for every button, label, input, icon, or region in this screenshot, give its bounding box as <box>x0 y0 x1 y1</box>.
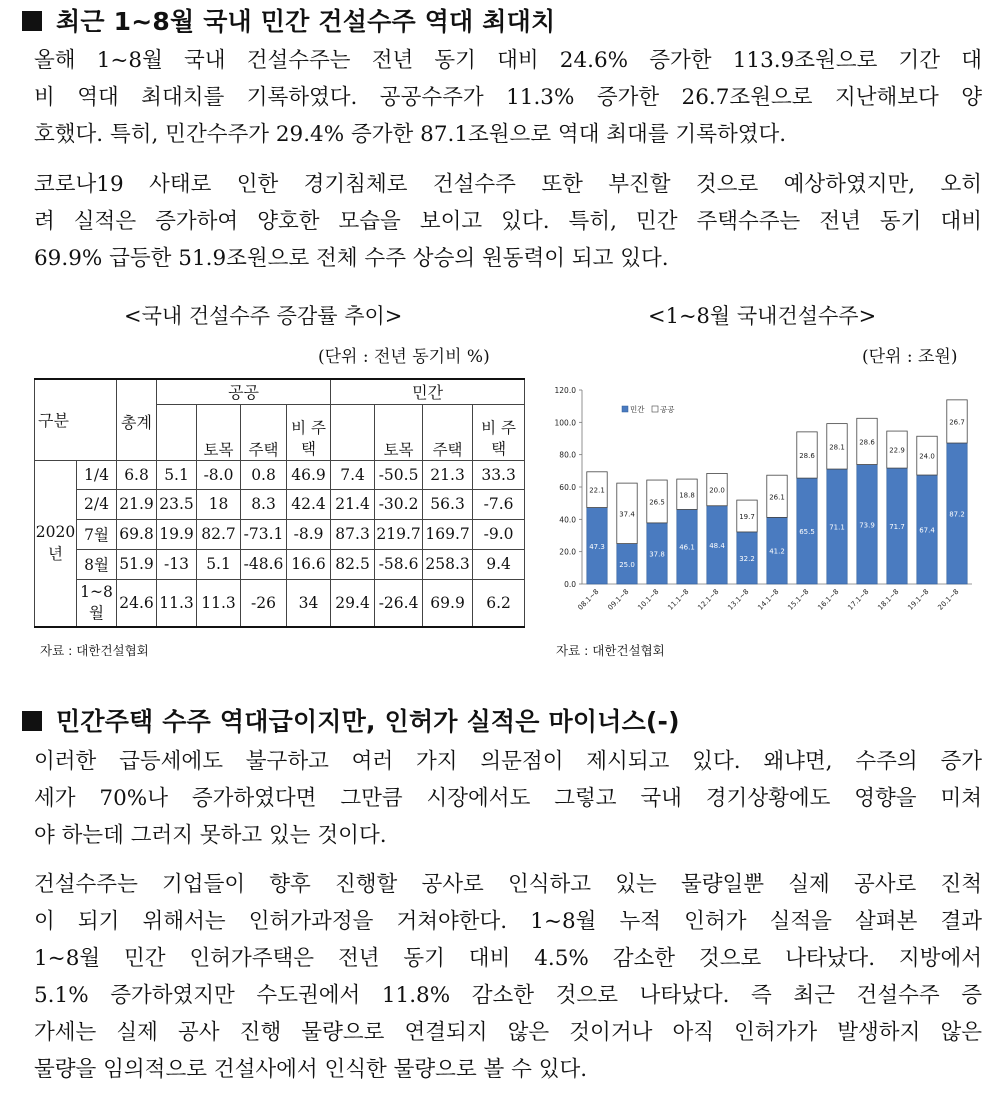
x-tick-label: 19.1~8 <box>906 587 931 612</box>
section-1-heading <box>22 2 555 38</box>
cell-pub-total: 23.5 <box>157 489 197 519</box>
header-text: 택 <box>491 439 507 458</box>
data-label-private: 71.7 <box>889 523 905 532</box>
header-public-nonhousing <box>287 404 331 460</box>
text-line: 세가 70%나 증가하였다면 그만큼 시장에서도 그렇고 국내 경기상황에도 영향을 미쳐 <box>34 786 982 811</box>
data-label-private: 87.2 <box>949 510 965 519</box>
y-tick-label: 20.0 <box>559 547 576 557</box>
cell-pub-civil: -8.0 <box>197 460 241 489</box>
section-2-paragraph-2 <box>24 866 982 1088</box>
data-label-public: 24.0 <box>919 452 935 461</box>
text-line: 69.9% 급등한 51.9조원으로 전체 수주 상승의 원동력이 되고 있다. <box>34 246 669 271</box>
cell-pri-housing: 169.7 <box>423 519 473 549</box>
cell-pri-housing: 69.9 <box>423 579 473 627</box>
cell-pub-non: -8.9 <box>287 519 331 549</box>
cell-pri-civil: -26.4 <box>375 579 423 627</box>
header-private-civil: 토목 <box>375 404 423 460</box>
table-row <box>35 519 525 549</box>
x-tick-label: 20.1~8 <box>936 587 961 612</box>
section-1-paragraph-1 <box>24 42 982 153</box>
cell-pub-total: 19.9 <box>157 519 197 549</box>
data-label-public: 28.6 <box>859 438 875 447</box>
data-label-public: 26.1 <box>769 493 785 502</box>
table-row <box>35 579 525 627</box>
cell-pri-non: 33.3 <box>473 460 525 489</box>
data-label-public: 18.8 <box>679 491 695 500</box>
cell-total: 69.8 <box>117 519 157 549</box>
cell-period: 1/4 <box>77 460 117 489</box>
cell-pub-total: 5.1 <box>157 460 197 489</box>
legend-swatch-public <box>652 406 658 412</box>
table-row <box>35 489 525 519</box>
data-label-private: 48.4 <box>709 541 725 550</box>
y-tick-label: 0.0 <box>564 580 576 589</box>
text-line: 건설수주는 기업들이 향후 진행할 공사로 인식하고 있는 물량일뿐 실제 공사로 진척 <box>34 872 982 897</box>
cell-total: 6.8 <box>117 460 157 489</box>
x-tick-label: 17.1~8 <box>846 587 871 612</box>
data-label-public: 19.7 <box>739 513 755 522</box>
cell-period <box>77 579 117 627</box>
header-private-subtotal-blank <box>331 404 375 460</box>
text-line: 물량을 임의적으로 건설사에서 인식한 물량으로 볼 수 있다. <box>34 1057 588 1082</box>
x-tick-label: 16.1~8 <box>816 587 841 612</box>
cell-pub-housing: 0.8 <box>241 460 287 489</box>
data-label-private: 37.8 <box>649 550 665 559</box>
text-line: 가세는 실제 공사 진행 물량으로 연결되지 않은 것이거나 아직 인허가가 발생하지 않은 <box>34 1020 982 1045</box>
text-line: 올해 1~8월 국내 건설수주는 전년 동기 대비 24.6% 증가한 113.9조원으로 기간 대 <box>34 48 982 73</box>
period-text: 월 <box>89 603 104 622</box>
text-line: 려 실적은 증가하여 양호한 모습을 보이고 있다. 특히, 민간 주택수주는 전년 동기 대비 <box>34 209 982 234</box>
header-total: 총계 <box>117 379 157 460</box>
cell-pub-non: 34 <box>287 579 331 627</box>
header-text: 비 주 <box>481 418 517 437</box>
data-label-public: 26.7 <box>949 418 965 427</box>
text-line: 이 되기 위해서는 인허가과정을 거쳐야한다. 1~8월 누적 인허가 실적을 살펴본 결과 <box>34 909 982 934</box>
chart-source: 자료 : 대한건설협회 <box>556 643 665 658</box>
legend-swatch-private <box>622 406 628 412</box>
year-text: 년 <box>48 545 63 564</box>
x-tick-label: 09.1~8 <box>606 587 631 612</box>
cell-pri-civil: -30.2 <box>375 489 423 519</box>
cell-pri-total: 29.4 <box>331 579 375 627</box>
cell-period: 8월 <box>77 549 117 579</box>
data-label-public: 28.1 <box>829 443 845 452</box>
cell-pri-civil: 219.7 <box>375 519 423 549</box>
data-label-public: 28.6 <box>799 451 815 460</box>
header-public-civil: 토목 <box>197 404 241 460</box>
cell-pri-housing: 56.3 <box>423 489 473 519</box>
cell-pub-total: -13 <box>157 549 197 579</box>
construction-orders-table <box>34 378 525 628</box>
text-line: 호했다. 특히, 민간수주가 29.4% 증가한 87.1조원으로 역대 최대를 기록하였다. <box>34 122 787 147</box>
cell-pub-civil: 11.3 <box>197 579 241 627</box>
cell-pub-civil: 18 <box>197 489 241 519</box>
header-text: 비 주 <box>291 418 326 437</box>
year-text: 2020 <box>35 523 76 542</box>
table-unit: (단위 : 전년 동기비 %) <box>318 347 490 367</box>
cell-pri-housing: 258.3 <box>423 549 473 579</box>
chart-caption: <1~8월 국내건설수주> <box>648 304 877 328</box>
text-line: 이러한 급등세에도 불구하고 여러 가지 의문점이 제시되고 있다. 왜냐면, 수주의 증가 <box>34 749 982 774</box>
section-1-paragraph-2 <box>24 166 982 277</box>
cell-pri-total: 7.4 <box>331 460 375 489</box>
section-1-title: 최근 1~8월 국내 민간 건설수주 역대 최대치 <box>56 7 556 36</box>
y-tick-label: 100.0 <box>554 418 576 428</box>
data-label-private: 32.2 <box>739 554 755 563</box>
data-label-private: 46.1 <box>679 543 695 552</box>
data-label-private: 73.9 <box>859 521 875 530</box>
data-label-public: 26.5 <box>649 498 665 507</box>
y-tick-label: 60.0 <box>559 483 576 492</box>
data-label-public: 22.9 <box>889 446 905 455</box>
cell-pub-housing: -73.1 <box>241 519 287 549</box>
text-line: 코로나19 사태로 인한 경기침체로 건설수주 또한 부진할 것으로 예상하였지만, 오히 <box>34 172 982 197</box>
header-public-housing: 주택 <box>241 404 287 460</box>
data-label-private: 71.1 <box>829 523 845 532</box>
cell-period: 7월 <box>77 519 117 549</box>
data-label-private: 41.2 <box>769 547 785 556</box>
y-tick-label: 40.0 <box>559 515 576 525</box>
x-tick-label: 12.1~8 <box>696 587 721 612</box>
x-tick-label: 08.1~8 <box>576 587 601 612</box>
legend-label-private: 민간 <box>630 405 645 414</box>
cell-total: 21.9 <box>117 489 157 519</box>
cell-pri-non: -7.6 <box>473 489 525 519</box>
x-tick-label: 11.1~8 <box>666 587 691 612</box>
table-caption: <국내 건설수주 증감률 추이> <box>124 304 403 328</box>
period-text: 1~8 <box>80 582 113 601</box>
text-line: 비 역대 최대치를 기록하였다. 공공수주가 11.3% 증가한 26.7조원으로 지난해보다 양 <box>34 85 982 110</box>
data-label-private: 67.4 <box>919 526 935 535</box>
section-2-heading <box>22 702 680 738</box>
text-line: 1~8월 민간 인허가주택은 전년 동기 대비 4.5% 감소한 것으로 나타났다. 지방에서 <box>34 946 982 971</box>
table-source: 자료 : 대한건설협회 <box>40 643 149 658</box>
cell-pri-non: 9.4 <box>473 549 525 579</box>
square-bullet-icon <box>22 711 42 731</box>
table-row <box>35 549 525 579</box>
x-tick-label: 18.1~8 <box>876 587 901 612</box>
header-category: 구분 <box>35 379 117 460</box>
x-tick-label: 10.1~8 <box>636 587 661 612</box>
construction-orders-bar-chart <box>540 382 980 634</box>
cell-pub-non: 42.4 <box>287 489 331 519</box>
data-label-private: 65.5 <box>799 528 815 537</box>
cell-pri-civil: -58.6 <box>375 549 423 579</box>
header-private-housing: 주택 <box>423 404 473 460</box>
cell-pri-housing: 21.3 <box>423 460 473 489</box>
section-2-title: 민간주택 수주 역대급이지만, 인허가 실적은 마이너스(-) <box>56 707 680 736</box>
cell-total: 51.9 <box>117 549 157 579</box>
cell-pub-non: 16.6 <box>287 549 331 579</box>
cell-total: 24.6 <box>117 579 157 627</box>
legend-label-public: 공공 <box>660 405 675 414</box>
cell-pub-non: 46.9 <box>287 460 331 489</box>
header-public: 공공 <box>157 379 331 404</box>
x-tick-label: 15.1~8 <box>786 587 811 612</box>
cell-pub-total: 11.3 <box>157 579 197 627</box>
cell-pub-housing: -48.6 <box>241 549 287 579</box>
cell-pub-housing: 8.3 <box>241 489 287 519</box>
year-label <box>35 460 77 627</box>
x-tick-label: 14.1~8 <box>756 587 781 612</box>
cell-pri-non: -9.0 <box>473 519 525 549</box>
header-text: 택 <box>301 439 317 458</box>
square-bullet-icon <box>22 11 42 31</box>
table-row <box>35 460 525 489</box>
y-tick-label: 80.0 <box>559 450 576 460</box>
cell-pri-total: 21.4 <box>331 489 375 519</box>
cell-pub-civil: 5.1 <box>197 549 241 579</box>
x-tick-label: 13.1~8 <box>726 587 751 612</box>
header-public-subtotal-blank <box>157 404 197 460</box>
chart-unit: (단위 : 조원) <box>862 347 958 367</box>
cell-pub-civil: 82.7 <box>197 519 241 549</box>
text-line: 5.1% 증가하였지만 수도권에서 11.8% 감소한 것으로 나타났다. 즉 최근 건설수주 증 <box>34 983 982 1008</box>
data-label-private: 47.3 <box>589 542 605 551</box>
cell-pri-civil: -50.5 <box>375 460 423 489</box>
header-private-nonhousing <box>473 404 525 460</box>
cell-period: 2/4 <box>77 489 117 519</box>
cell-pri-total: 82.5 <box>331 549 375 579</box>
data-label-private: 25.0 <box>619 560 635 569</box>
y-tick-label: 120.0 <box>554 386 576 395</box>
data-label-public: 20.0 <box>709 486 725 495</box>
cell-pri-total: 87.3 <box>331 519 375 549</box>
header-private: 민간 <box>331 379 525 404</box>
data-label-public: 37.4 <box>619 510 635 519</box>
section-2-paragraph-1 <box>24 743 982 854</box>
cell-pub-housing: -26 <box>241 579 287 627</box>
data-label-public: 22.1 <box>589 486 605 495</box>
text-line: 야 하는데 그러지 못하고 있는 것이다. <box>34 823 387 848</box>
cell-pri-non: 6.2 <box>473 579 525 627</box>
